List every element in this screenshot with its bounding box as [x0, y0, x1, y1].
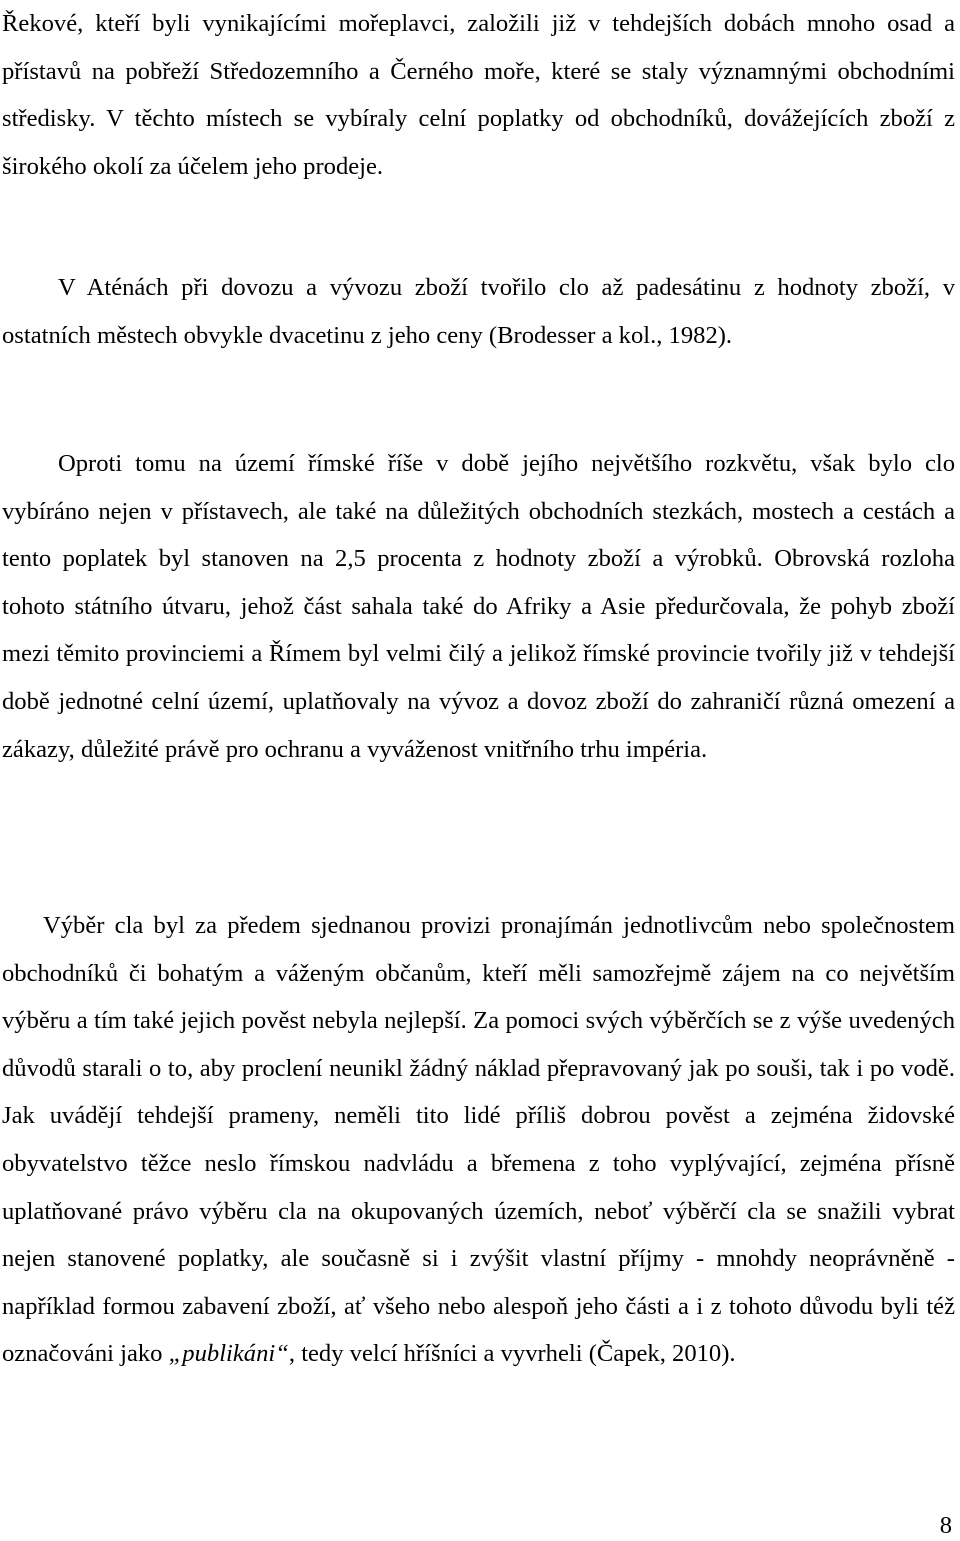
paragraph-tax-collectors [2, 902, 955, 1378]
paragraph-text-end: , tedy velcí hříšníci a vyvrheli (Čapek, 2010). [288, 1340, 736, 1368]
paragraph-athens-customs: V Aténách při dovozu a vývozu zboží tvořilo clo až padesátinu z hodnoty zboží, v ostatních městech obvykle dvacetinu z jeho ceny (Brodesser a kol., 1982). [2, 274, 955, 349]
paragraph-text-start: Výběr cla byl za předem sjednanou provizi pronajímán jednotlivcům nebo společnostem obchodníků či bohatým a váženým občanům, kteří měli samozřejmě zájem na co největším výběru a tím také jejich pověst nebyla nejlepší. Za pomoci svých výběrčích se z výše uvedených důvodů starali o to, aby proclení neunikl žádný náklad přepravovaný jak po souši, tak i po vodě. Jak uvádějí tehdejší prameny, neměli tito lidé příliš dobrou pověst a zejména židovské obyvatelstvo těžce neslo římskou nadvládu a břemena z toho vyplývající, zejména přísně uplatňované právo výběru cla na okupovaných územích, neboť výběrčí cla se snažili vybrat nejen stanovené poplatky, ale současně si i zvýšit vlastní příjmy - mnohdy neoprávněně - například formou zabavení zboží, ať všeho nebo alespoň jeho části a i z tohoto důvodu byli též označováni jako [2, 912, 955, 1368]
paragraph-greek-ports: Řekové, kteří byli vynikajícími mořeplavci, založili již v tehdejších dobách mnoho osad a přístavů na pobřeží Středozemního a Černého moře, které se staly významnými obchodními středisky. V těchto místech se vybíraly celní poplatky od obchodníků, dovážejících zboží z širokého okolí za účelem jeho prodeje. [2, 10, 955, 180]
publicani-term: „publikáni“ [168, 1340, 289, 1368]
page-number: 8 [939, 1512, 952, 1539]
paragraph-roman-empire: Oproti tomu na území římské říše v době jejího největšího rozkvětu, však bylo clo vybíráno nejen v přístavech, ale také na důležitých obchodních stezkách, mostech a cestách a tento poplatek byl stanoven na 2,5 procenta z hodnoty zboží a výrobků. Obrovská rozloha tohoto státního útvaru, jehož část sahala také do Afriky a Asie předurčovala, že pohyb zboží mezi těmito provinciemi a Římem byl velmi čilý a jelikož římské provincie tvořily již v tehdejší době jednotné celní území, uplatňovaly na vývoz a dovoz zboží do zahraničí různá omezení a zákazy, důležité právě pro ochranu a vyváženost vnitřního trhu impéria. [2, 450, 955, 763]
